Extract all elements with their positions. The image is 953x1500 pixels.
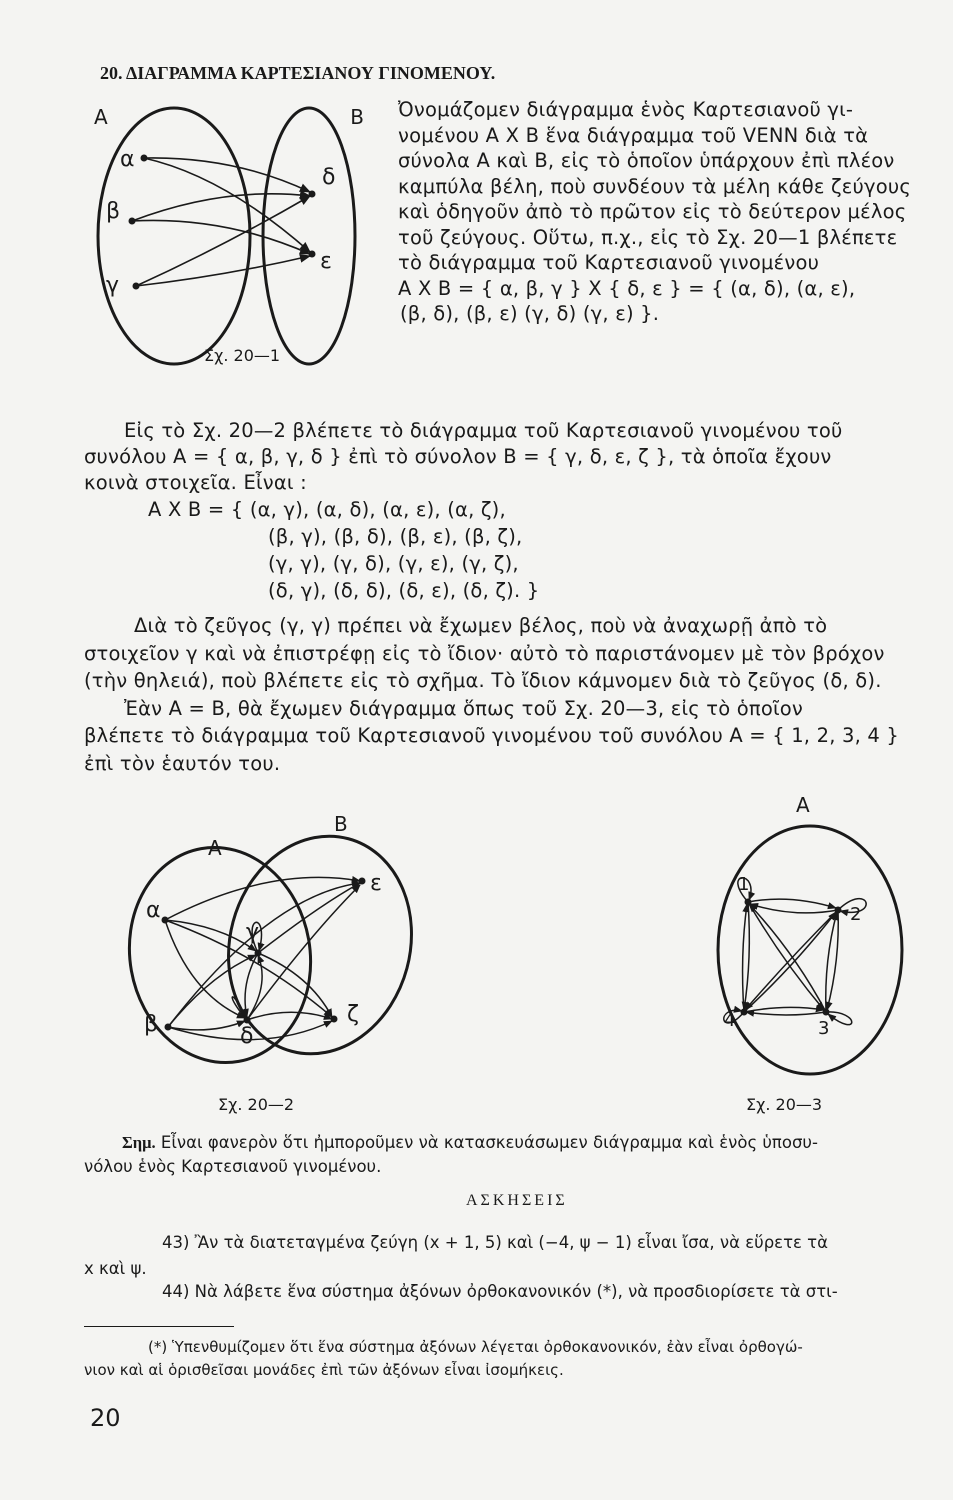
- intro-line: καὶ ὁδηγοῦν ἀπὸ τὸ πρῶτον εἰς τὸ δεύτερον μέλος: [398, 200, 907, 223]
- footnote-line: (*) Ὑπενθυμίζομεν ὅτι ἕνα σύστημα ἀξόνων λέγεται ὀρθοκανονικόν, ἐὰν εἶναι ὀρθογώ-: [148, 1338, 803, 1356]
- para3-line: (τὴν θηλειά), ποὺ βλέπετε εἰς τὸ σχῆμα. Τὸ ἴδιον κάμνομεν διὰ τὸ ζεῦγος (δ, δ).: [84, 669, 882, 692]
- set-a-ellipse: [113, 833, 328, 1077]
- fig3-caption: Σχ. 20—3: [746, 1095, 823, 1114]
- fig2-label-b: B: [334, 812, 348, 836]
- fig3-element-3: 3: [818, 1018, 830, 1039]
- page-number: 20: [90, 1404, 121, 1432]
- exercise-43: [84, 1230, 828, 1282]
- exercise-line: x καὶ ψ.: [84, 1259, 147, 1278]
- fig2-element-gamma: γ: [246, 920, 260, 945]
- fig1-label-a: A: [94, 105, 108, 129]
- fig2-element-zeta: ζ: [347, 1002, 359, 1027]
- intro-line: νομένου A X B ἕνα διάγραμμα τοῦ VENN διὰ τὰ: [398, 123, 869, 147]
- fig2-element-epsilon: ε: [370, 871, 382, 896]
- fig2-element-beta: β: [144, 1012, 159, 1037]
- paragraph-2: [84, 418, 842, 496]
- note-line: Εἶναι φανερὸν ὅτι ἠμποροῦμεν νὰ κατασκευάσωμεν διάγραμμα καὶ ἑνὸς ὑποσυ-: [160, 1133, 818, 1152]
- para2-line: Εἰς τὸ Σχ. 20—2 βλέπετε τὸ διάγραμμα τοῦ Καρτεσιανοῦ γινομένου τοῦ: [124, 419, 843, 442]
- intro-line: σύνολα A καὶ B, εἰς τὸ ὁποῖον ὑπάρχουν ἐπὶ πλέον: [398, 149, 895, 172]
- exercise-44: 44) Νὰ λάβετε ἕνα σύστημα ἀξόνων ὀρθοκανονικόν (*), νὰ προσδιορίσετε τὰ στι-: [162, 1282, 838, 1301]
- para3-line: Ἐὰν A = B, θὰ ἔχωμεν διάγραμμα ὅπως τοῦ Σχ. 20—3, εἰς τὸ ὁποῖον: [124, 696, 803, 720]
- para2-line: συνόλου A = { α, β, γ, δ } ἐπὶ τὸ σύνολον B = { γ, δ, ε, ζ }, τὰ ὁποῖα ἔχουν: [84, 445, 832, 468]
- fig2-element-alpha: α: [146, 898, 161, 923]
- para3-line: βλέπετε τὸ διάγραμμα τοῦ Καρτεσιανοῦ γινομένου τοῦ συνόλου A = { 1, 2, 3, 4 }: [84, 724, 900, 747]
- intro-paragraph: [398, 97, 911, 327]
- figure-20-3: [690, 790, 930, 1120]
- fig3-element-1: 1: [738, 874, 750, 895]
- fig1-arrows: [132, 158, 310, 286]
- set-a-ellipse: [718, 826, 902, 1074]
- figure-20-1: [84, 96, 364, 381]
- note-line: νόλου ἑνὸς Καρτεσιανοῦ γινομένου.: [84, 1157, 382, 1176]
- intro-line: καμπύλα βέλη, ποὺ συνδέουν τὰ μέλη κάθε ζεύγους: [398, 174, 911, 198]
- fig3-label-a: A: [796, 793, 810, 817]
- intro-line: A X B = { α, β, γ } X { δ, ε } = { (α, δ), (α, ε),: [398, 276, 856, 300]
- note: [84, 1131, 818, 1179]
- fig1-element-alpha: α: [120, 147, 135, 172]
- intro-line: (β, δ), (β, ε) (γ, δ) (γ, ε) }.: [400, 302, 660, 325]
- para3-line: ἐπὶ τὸν ἑαυτόν του.: [84, 751, 281, 775]
- footnote: [84, 1336, 803, 1382]
- fig3-element-4: 4: [724, 1010, 736, 1031]
- product-line: A X B = { (α, γ), (α, δ), (α, ε), (α, ζ),: [148, 498, 506, 521]
- fig2-element-delta: δ: [240, 1024, 254, 1049]
- fig2-arrows: [165, 877, 360, 1039]
- footnote-line: νιον καὶ αἱ ὁρισθεῖσαι μονάδες ἐπὶ τῶν ἀξόνων εἶναι ἰσομήκεις.: [84, 1361, 564, 1379]
- para2-line: κοινὰ στοιχεῖα. Εἶναι :: [84, 471, 307, 494]
- intro-line: τοῦ ζεύγους. Οὕτω, π.χ., εἰς τὸ Σχ. 20—1 βλέπετε: [398, 225, 898, 249]
- fig2-caption: Σχ. 20—2: [218, 1095, 295, 1114]
- fig1-element-gamma: γ: [106, 273, 120, 298]
- intro-line: τὸ διάγραμμα τοῦ Καρτεσιανοῦ γινομένου: [398, 251, 820, 274]
- intro-line: Ὀνομάζομεν διάγραμμα ἑνὸς Καρτεσιανοῦ γι-: [398, 98, 854, 121]
- product-line: (β, γ), (β, δ), (β, ε), (β, ζ),: [268, 525, 523, 548]
- fig3-element-2: 2: [850, 904, 862, 925]
- section-heading: 20. ΔΙΑΓΡΑΜΜΑ ΚΑΡΤΕΣΙΑΝΟΥ ΓΙΝΟΜΕΝΟΥ.: [100, 63, 496, 83]
- set-b-ellipse: [263, 108, 355, 364]
- paragraph-3: [84, 612, 899, 777]
- exercises-title: ΑΣΚΗΣΕΙΣ: [466, 1192, 568, 1209]
- fig3-arrows: [724, 878, 866, 1025]
- footnote-divider: [84, 1326, 234, 1327]
- figure-20-2: [120, 805, 430, 1125]
- fig2-label-a: A: [208, 836, 222, 860]
- para3-line: στοιχεῖον γ καὶ νὰ ἐπιστρέφῃ εἰς τὸ ἴδιον· αὐτὸ τὸ παριστάνομεν μὲ τὸν βρόχον: [84, 641, 885, 665]
- fig1-caption: Σχ. 20—1: [204, 346, 281, 365]
- fig1-element-delta: δ: [322, 165, 336, 190]
- note-label: Σημ.: [122, 1133, 156, 1152]
- fig1-label-b: B: [350, 105, 364, 129]
- product-listing: [148, 496, 539, 604]
- exercise-line: 43) Ἂν τὰ διατεταγμένα ζεύγη (x + 1, 5) καὶ (−4, ψ − 1) εἶναι ἴσα, νὰ εὕρετε τὰ: [162, 1233, 828, 1252]
- product-line: (δ, γ), (δ, δ), (δ, ε), (δ, ζ). }: [268, 579, 540, 602]
- fig1-element-epsilon: ε: [320, 249, 332, 274]
- fig1-element-beta: β: [106, 199, 121, 224]
- para3-line: Διὰ τὸ ζεῦγος (γ, γ) πρέπει νὰ ἔχωμεν βέλος, ποὺ νὰ ἀναχωρῇ ἀπὸ τὸ: [134, 614, 828, 637]
- product-line: (γ, γ), (γ, δ), (γ, ε), (γ, ζ),: [268, 552, 519, 575]
